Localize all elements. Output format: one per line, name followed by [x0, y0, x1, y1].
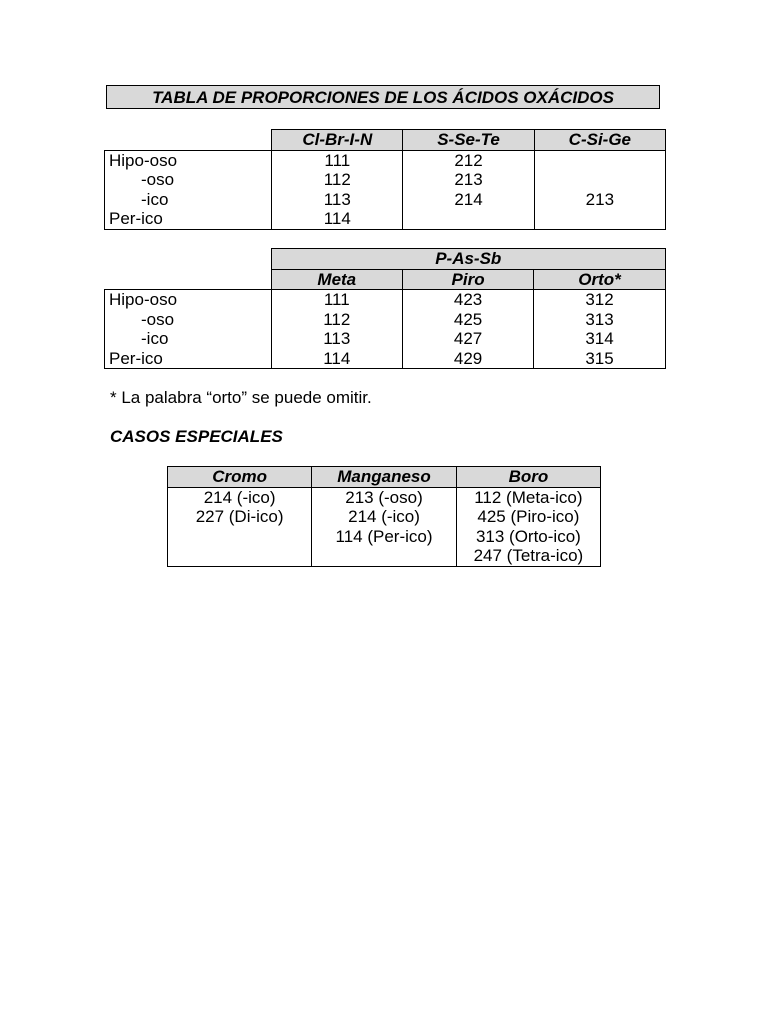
table1-header-s-se-te: S-Se-Te — [403, 130, 534, 151]
table1-row-label: Hipo-oso — [105, 150, 272, 170]
table2-cell: 315 — [534, 349, 666, 369]
table2-row-label: Per-ico — [105, 349, 272, 369]
table2-header-meta: Meta — [271, 269, 403, 290]
table3-cell: 114 (Per-ico) — [312, 527, 457, 547]
table3-cell: 227 (Di-ico) — [168, 507, 312, 527]
table3-cell: 112 (Meta-ico) — [456, 487, 600, 507]
table1-cell: 111 — [272, 150, 403, 170]
footnote: * La palabra “orto” se puede omitir. — [110, 388, 372, 407]
table2-row-label: Hipo-oso — [105, 290, 272, 310]
table3-cell: 214 (-ico) — [312, 507, 457, 527]
table3-header-boro: Boro — [456, 467, 600, 488]
table3-cell: 247 (Tetra-ico) — [456, 546, 600, 566]
table2-cell: 314 — [534, 329, 666, 349]
table2-cell: 112 — [271, 310, 403, 330]
table1-cell — [403, 209, 534, 229]
table2-cell: 425 — [403, 310, 534, 330]
table1-row-label: Per-ico — [105, 209, 272, 229]
page-title: TABLA DE PROPORCIONES DE LOS ÁCIDOS OXÁCIDOS — [106, 85, 660, 109]
table1-row-label: -ico — [105, 190, 272, 210]
table2-cell: 427 — [403, 329, 534, 349]
table2-header-piro: Piro — [403, 269, 534, 290]
table2-header-orto: Orto* — [534, 269, 666, 290]
table3-header-manganeso: Manganeso — [312, 467, 457, 488]
table2-cell: 423 — [403, 290, 534, 310]
table3-header-cromo: Cromo — [168, 467, 312, 488]
table1-cell: 214 — [403, 190, 534, 210]
table1-cell: 213 — [403, 170, 534, 190]
table1-cell — [534, 150, 665, 170]
table2-corner — [105, 269, 272, 290]
table1-corner — [105, 130, 272, 151]
table1-cell: 113 — [272, 190, 403, 210]
table1-header-c-si-ge: C-Si-Ge — [534, 130, 665, 151]
table1-cell: 213 — [534, 190, 665, 210]
table1-cell — [534, 170, 665, 190]
table2-cell: 313 — [534, 310, 666, 330]
table2-group-header: P-As-Sb — [271, 249, 666, 270]
table1-header-cl-br-i-n: Cl-Br-I-N — [272, 130, 403, 151]
table3-cell: 214 (-ico) — [168, 487, 312, 507]
table1-cell — [534, 209, 665, 229]
table3-cell — [168, 527, 312, 547]
table2-corner — [105, 249, 272, 270]
proportions-table-phosphorus — [104, 248, 666, 369]
table2-cell: 312 — [534, 290, 666, 310]
table1-row-label: -oso — [105, 170, 272, 190]
special-cases-table — [167, 466, 601, 567]
proportions-table-halogens — [104, 129, 666, 230]
special-cases-heading: CASOS ESPECIALES — [110, 427, 283, 446]
table2-cell: 429 — [403, 349, 534, 369]
table2-cell: 111 — [271, 290, 403, 310]
table2-cell: 114 — [271, 349, 403, 369]
table2-cell: 113 — [271, 329, 403, 349]
table2-row-label: -oso — [105, 310, 272, 330]
table2-row-label: -ico — [105, 329, 272, 349]
table1-cell: 112 — [272, 170, 403, 190]
table3-cell: 213 (-oso) — [312, 487, 457, 507]
table1-cell: 114 — [272, 209, 403, 229]
table3-cell — [168, 546, 312, 566]
table3-cell — [312, 546, 457, 566]
table3-cell: 313 (Orto-ico) — [456, 527, 600, 547]
table1-cell: 212 — [403, 150, 534, 170]
table3-cell: 425 (Piro-ico) — [456, 507, 600, 527]
